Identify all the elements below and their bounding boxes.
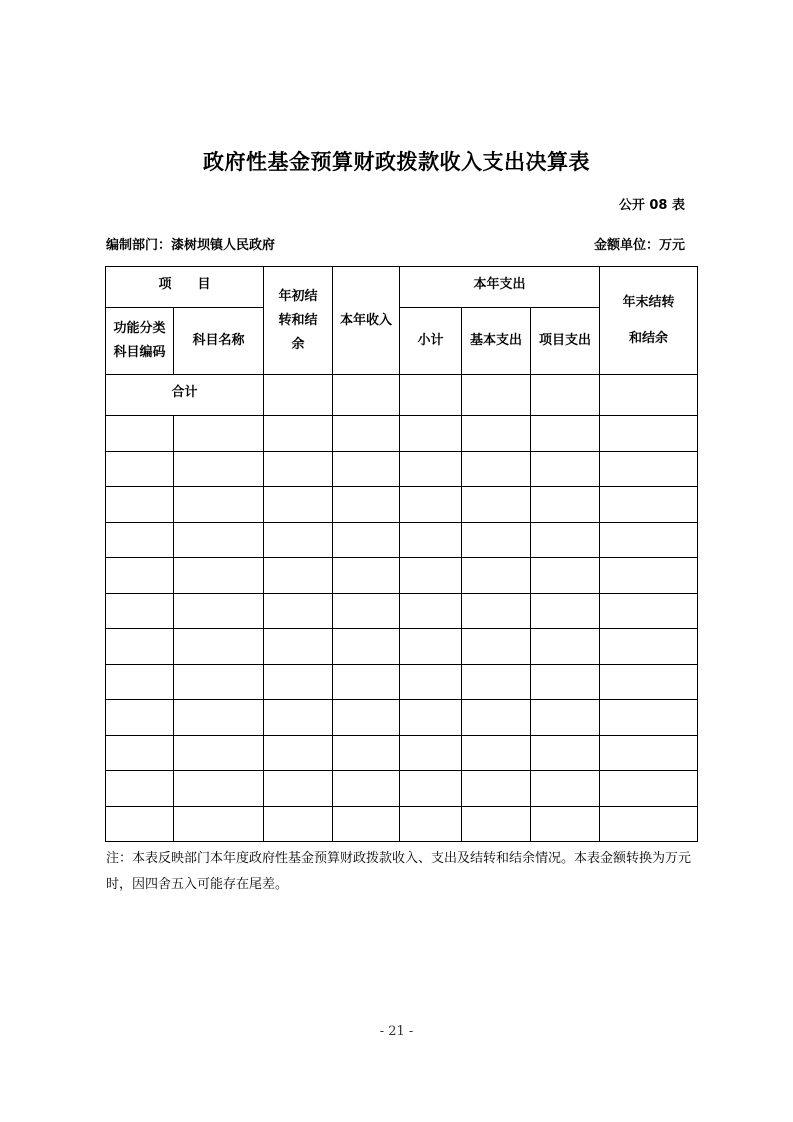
header-func-code: 功能分类科目编码	[106, 308, 174, 375]
header-project: 项目支出	[531, 308, 600, 375]
table-row	[106, 487, 698, 523]
document-title: 政府性基金预算财政拨款收入支出决算表	[203, 150, 590, 174]
table-row	[106, 593, 698, 629]
footnote: 注：本表反映部门本年度政府性基金预算财政拨款收入、支出及结转和结余情况。本表金额转换为万元时，因四舍五入可能存在尾差。	[106, 851, 692, 892]
page-number: - 21 -	[379, 1024, 414, 1039]
table-row	[106, 664, 698, 700]
header-subject-name: 科目名称	[174, 308, 264, 375]
header-subtotal: 小计	[400, 308, 462, 375]
table-row	[106, 700, 698, 736]
table-row	[106, 629, 698, 665]
table-row	[106, 806, 698, 842]
header-expense: 本年支出	[400, 267, 600, 308]
amount-unit: 金额单位：万元	[593, 238, 685, 253]
form-number: 公开 08 表	[618, 198, 685, 213]
table-row	[106, 451, 698, 487]
header-basic: 基本支出	[462, 308, 531, 375]
header-income: 本年收入	[333, 267, 400, 375]
table-row	[106, 416, 698, 452]
header-item: 项 目	[106, 267, 264, 308]
header-begin-balance: 年初结转和结余	[264, 267, 333, 375]
header-end-balance: 年末结转 和结余	[600, 267, 698, 375]
compiling-unit: 编制部门：漆树坝镇人民政府	[106, 238, 276, 253]
table-row	[106, 558, 698, 594]
table-row	[106, 522, 698, 558]
table-row	[106, 771, 698, 807]
table-row	[106, 735, 698, 771]
total-label: 合计	[106, 375, 264, 416]
fund-budget-table	[105, 266, 698, 842]
